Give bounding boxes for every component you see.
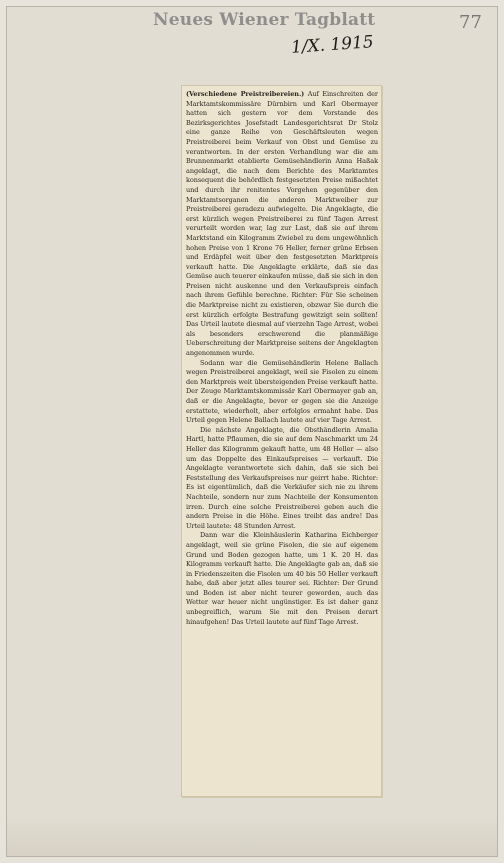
page-number: 77	[459, 12, 482, 33]
newspaper-masthead: Neues Wiener Tagblatt	[153, 10, 376, 30]
archive-sheet	[6, 6, 498, 857]
handwritten-date: 1/X. 1915	[290, 32, 375, 58]
article-paragraph-4: Dann war die Kleinhäuslerin Katharina Eichberger angeklagt, weil sie grüne Fisolen, die sie auf eigenem Grund und Boden gezogen hatte, um 1 K. 20 H. das Kilogramm verkauft hatte. Die Angeklagte gab an, daß sie in Friedenszeiten die Fisolen um 40 bis 50 Heller verkauft habe, daß aber jetzt alles teurer sei. Richter: Der Grund und Boden ist aber nicht teurer geworden, auch das Wetter war heuer nicht ungünstiger. Es ist daher ganz unbegreiflich, warum Sie mit den Preisen derart hinaufgehen! Das Urteil lautete auf fünf Tage Arrest.	[186, 531, 378, 626]
article-paragraph-2: Sodann war die Gemüsehändlerin Helene Ballach wegen Preistreiberei angeklagt, weil sie Fisolen zu einem den Marktpreis weit übersteigenden Preise verkauft hatte. Der Zeuge Marktamtskommissär Karl Obermayer gab an, daß er die Angeklagte, bevor er gegen sie die Anzeige erstattete, wiederholt, aber erfolglos ermahnt habe. Das Urteil gegen Helene Ballach lautete auf vier Tage Arrest.	[186, 358, 378, 425]
article-paragraph-1-text: Auf Einschreiten der Marktamtskommissäre Dürnbirn und Karl Obermayer hatten sich gestern vor dem Vorstande des Bezirksgerichtes Josefstadt Landesgerichtsrat Dr Stolz eine ganze Reihe von Geschäftsleuten wegen Preistreiberei beim Verkauf von Obst und Gemüse zu verantworten. In der ersten Verhandlung war die am Brunnenmarkt etablierte Gemüsehändlerin Anna Haßak angeklagt, die nach dem Berichte des Marktamtes konsequent die behördlich festgesetzten Preise mißachtet und durch ihr renitentes Vorgehen gegenüber den Marktamtsorganen die anderen Marktweiber zur Preistreiberei geradezu aufwiegelte. Die Angeklagte, die erst kürzlich wegen Preistreiberei zu fünf Tagen Arrest verurteilt worden war, lag zur Last, daß sie auf ihrem Marktstand ein Kilogramm Zwiebel zu dem ungewöhnlich hohen Preise von 1 Krone 76 Heller, ferner grüne Erbsen und Erdäpfel weit über den festgesetzten Marktpreis verkauft hatte. Die Angeklagte erklärte, daß sie das Gemüse auch teuerer einkaufen müsse, daß sie sich in den Preisen nicht auskenne und den Verkaufspreis einfach nach ihrem Gefühle berechne. Richter: Für Sie scheinen die Marktpreise nicht zu existieren, obzwar Sie durch die erst kürzlich erfolgte Bestrafung gewitzigt sein sollten! Das Urteil lautete diesmal auf vierzehn Tage Arrest, wobei als besonders erschwerend die planmäßige Ueberschreitung der Marktpreise seitens der Angeklagten angenommen wurde.	[186, 90, 378, 358]
article-paragraph-3: Die nächste Angeklagte, die Obsthändlerin Amalia Hartl, hatte Pflaumen, die sie auf dem Naschmarkt um 24 Heller das Kilogramm gekauft hatte, um 48 Heller — also um das Doppelte des Einkaufspreises — verkauft. Die Angeklagte verantwortete sich dahin, daß sie sich bei Feststellung des Verkaufspreises nur geirrt habe. Richter: Es ist eigentümlich, daß die Verkäufer sich nie zu ihrem Nachteile, sondern nur zum Nachteile der Konsumenten irren. Durch eine solche Preistreiberei geben auch die andern Preise in die Höhe. Eines treibt das andre! Das Urteil lautete: 48 Stunden Arrest.	[186, 425, 378, 530]
article-headline: (Verschiedene Preistreibereien.)	[186, 90, 305, 98]
article-paragraph-1	[186, 90, 378, 359]
newspaper-clipping	[181, 85, 382, 797]
